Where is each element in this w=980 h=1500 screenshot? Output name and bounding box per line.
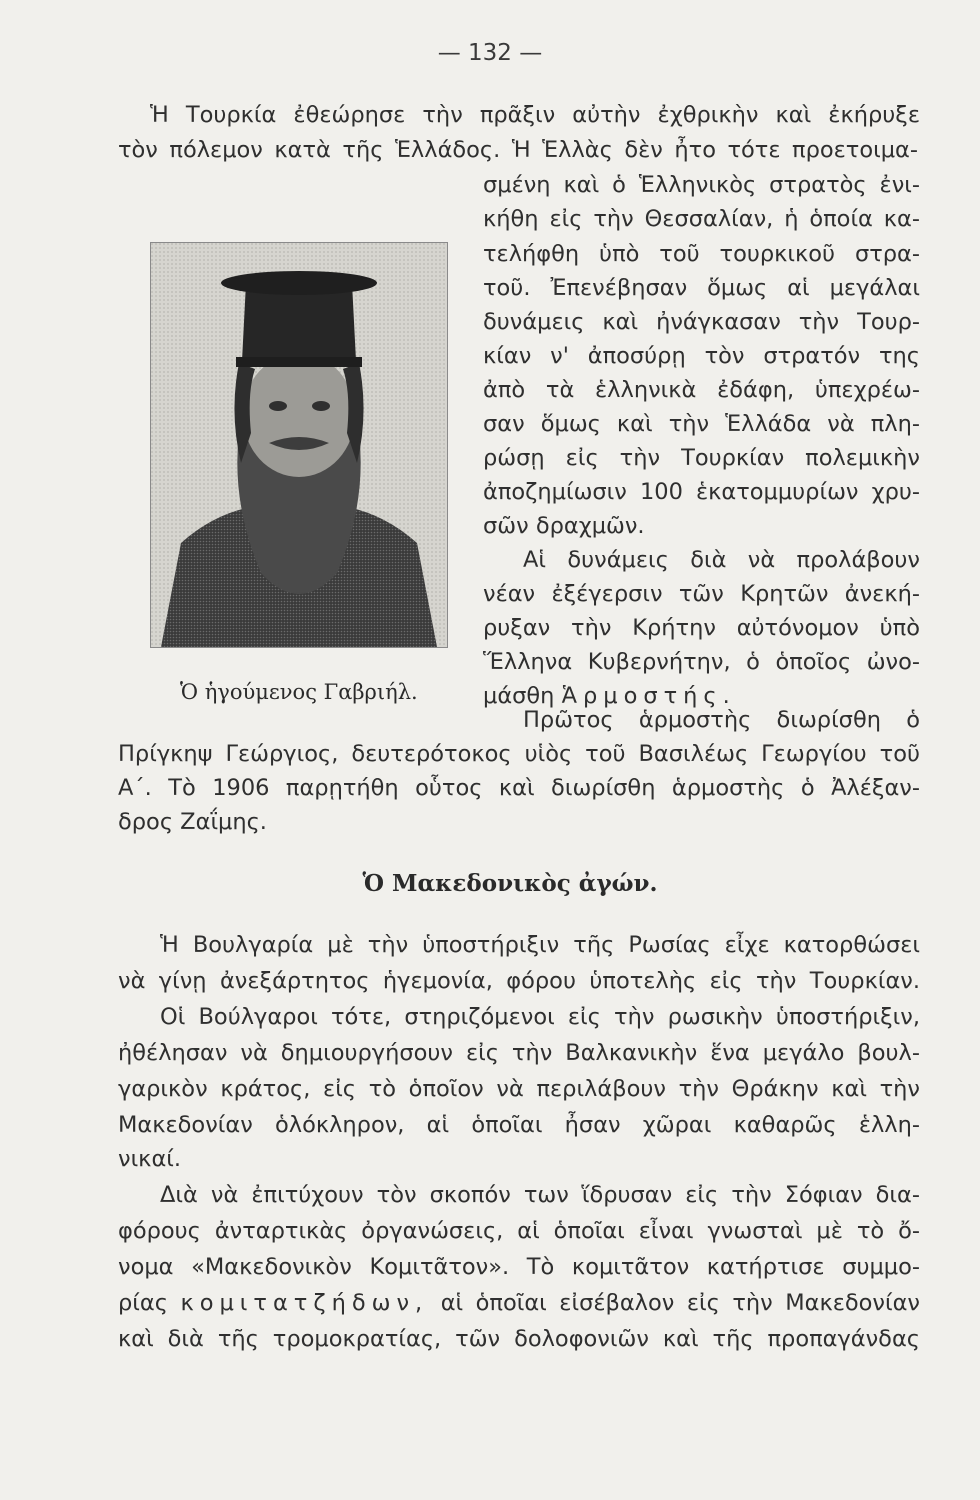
text-line: Πρίγκηψ Γεώργιος, δευτερότοκος υἱὸς τοῦ Βασιλέως Γεωργίου τοῦ [118, 741, 920, 767]
text-line: δυνάμεις καὶ ἠνάγκασαν τὴν Τουρ- [483, 309, 920, 335]
text-word: μάσθη [483, 683, 555, 709]
section-heading: Ὁ Μακεδονικὸς ἀγών. [362, 870, 658, 897]
text-line: τελήφθη ὑπὸ τοῦ τουρκικοῦ στρα- [483, 241, 920, 267]
text-line: καὶ διὰ τῆς τρομοκρατίας, τῶν δολοφονιῶν καὶ τῆς προπαγάνδας [118, 1326, 920, 1352]
portrait-photo [150, 242, 448, 648]
text-line: σῶν δραχμῶν. [483, 513, 645, 539]
text-line: νέαν ἐξέγερσιν τῶν Κρητῶν ἀνεκή- [483, 581, 920, 607]
text-line: Αἱ δυνάμεις διὰ νὰ προλάβουν [523, 547, 920, 573]
text-line [118, 1288, 920, 1318]
text-line: Διὰ νὰ ἐπιτύχουν τὸν σκοπόν των ἵδρυσαν εἰς τὴν Σόφιαν δια- [160, 1182, 920, 1208]
photo-caption: Ὁ ἡγούμενος Γαβριήλ. [180, 680, 418, 704]
text-line: ἠθέλησαν νὰ δημιουργήσουν εἰς τὴν Βαλκανικὴν ἕνα μεγάλο βουλ- [118, 1040, 920, 1066]
text-line: Μακεδονίαν ὁλόκληρον, αἱ ὁποῖαι ἦσαν χῶραι καθαρῶς ἑλλη- [118, 1112, 920, 1138]
text-fragment: αἱ ὁποῖαι εἰσέβαλον εἰς τὴν Μακεδονίαν [440, 1290, 920, 1316]
text-line: δρος Ζαΐμης. [118, 809, 267, 835]
emphasized-word: κομιτατζήδων, [180, 1290, 429, 1316]
portrait-drawing [151, 243, 447, 647]
text-line: ἀποζημίωσιν 100 ἑκατομμυρίων χρυ- [483, 479, 920, 505]
text-line: Οἱ Βούλγαροι τότε, στηριζόμενοι εἰς τὴν ρωσικὴν ὑποστήριξιν, [160, 1004, 920, 1030]
emphasized-word: Ἁρμοστής. [561, 683, 736, 709]
text-line: γαρικὸν κράτος, εἰς τὸ ὁποῖον νὰ περιλάβουν τὴν Θράκην καὶ τὴν [118, 1076, 920, 1102]
text-line: κήθη εἰς τὴν Θεσσαλίαν, ἡ ὁποία κα- [483, 206, 920, 232]
text-line: νομα «Μακεδονικὸν Κομιτᾶτον». Τὸ κομιτᾶτον κατήρτισε συμμο- [118, 1254, 920, 1280]
text-line: ρυξαν τὴν Κρήτην αὐτόνομον ὑπὸ [483, 615, 920, 641]
text-line: Α΄. Τὸ 1906 παρῃτήθη οὗτος καὶ διωρίσθη ἁρμοστὴς ὁ Ἀλέξαν- [118, 775, 920, 801]
text-line: Ἡ Τουρκία ἐθεώρησε τὴν πρᾶξιν αὐτὴν ἐχθρικὴν καὶ ἐκήρυξε [150, 102, 920, 128]
text-line: φόρους ἀνταρτικὰς ὀργανώσεις, αἱ ὁποῖαι εἶναι γνωσταὶ μὲ τὸ ὄ- [118, 1218, 920, 1244]
text-line: κίαν ν' ἀποσύρῃ τὸν στρατόν της [483, 343, 920, 369]
text-line: σαν ὅμως καὶ τὴν Ἑλλάδα νὰ πλη- [483, 411, 920, 437]
text-line: ἀπὸ τὰ ἑλληνικὰ ἐδάφη, ὑπεχρέω- [483, 377, 920, 403]
text-line: Ἡ Βουλγαρία μὲ τὴν ὑποστήριξιν τῆς Ρωσίας εἶχε κατορθώσει [160, 932, 920, 958]
text-line: Ἕλληνα Κυβερνήτην, ὁ ὁποῖος ὠνο- [483, 649, 920, 675]
text-line: τὸν πόλεμον κατὰ τῆς Ἑλλάδος. Ἡ Ἑλλὰς δὲν ἦτο τότε προετοιμα- [118, 137, 918, 163]
text-line: Πρῶτος ἁρμοστὴς διωρίσθη ὁ [523, 707, 920, 733]
text-word: ρίας [118, 1290, 168, 1316]
text-line: σμένη καὶ ὁ Ἑλληνικὸς στρατὸς ἐνι- [483, 172, 920, 198]
page-number: — 132 — [437, 40, 543, 66]
text-line: νὰ γίνῃ ἀνεξάρτητος ἡγεμονία, φόρου ὑποτελὴς εἰς τὴν Τουρκίαν. [118, 968, 920, 994]
text-line: νικαί. [118, 1146, 182, 1172]
text-line: τοῦ. Ἐπενέβησαν ὅμως αἱ μεγάλαι [483, 275, 920, 301]
text-line: ρώσῃ εἰς τὴν Τουρκίαν πολεμικὴν [483, 445, 920, 471]
